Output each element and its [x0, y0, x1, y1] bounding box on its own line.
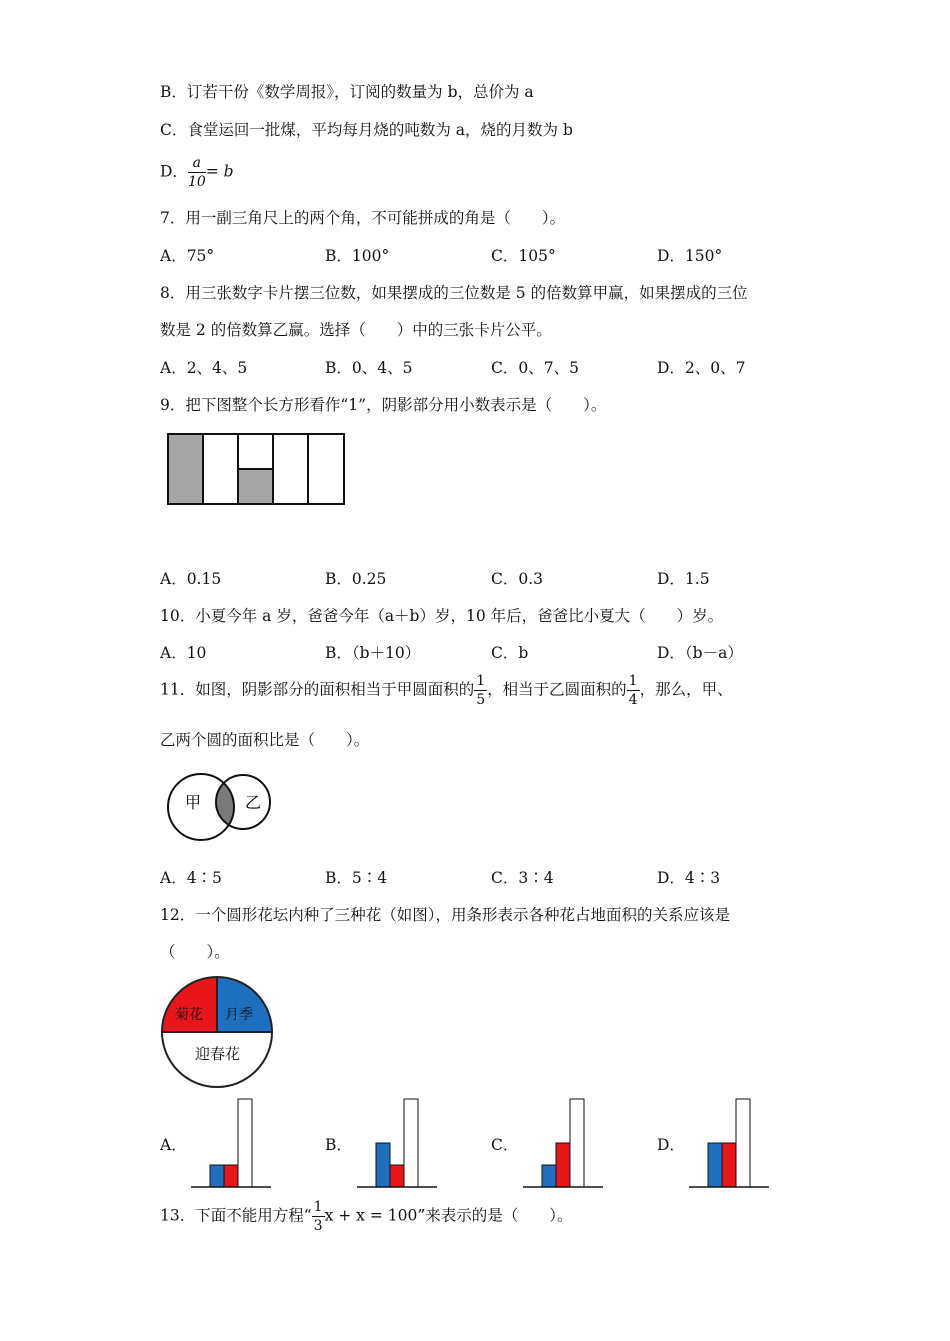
- q12-bar-white: [736, 1099, 750, 1187]
- q12-stem-line2: （ ）。: [160, 943, 230, 961]
- q11-circles-figure: [166, 772, 276, 844]
- q12-option-b-label: B．: [325, 1136, 352, 1154]
- fraction-numerator: 1: [476, 673, 486, 689]
- q6-option-d-fraction: [188, 156, 206, 189]
- q9-stem: 9．把下图整个长方形看作“1”，阴影部分用小数表示是（ ）。: [160, 396, 607, 414]
- q8-stem-line2: 数是 2 的倍数算乙赢。选择（ ）中的三张卡片公平。: [160, 321, 552, 339]
- q8-stem-line1: 8．用三张数字卡片摆三位数，如果摆成的三位数是 5 的倍数算甲赢，如果摆成的三位: [160, 284, 748, 302]
- q10-option-c: C．b: [491, 644, 529, 662]
- q6-option-d-label: D．: [160, 162, 188, 181]
- q6-option-d: [160, 156, 234, 189]
- q11-stem-part2: ，相当于乙圆面积的: [487, 680, 627, 699]
- q12-bar-blue: [542, 1165, 556, 1187]
- q12-bar-chart-c: [523, 1096, 605, 1191]
- q11-stem-line1: [160, 674, 733, 707]
- fraction-denominator: 4: [628, 692, 638, 708]
- q12-pie-figure: [161, 975, 275, 1089]
- q12-bar-white: [238, 1099, 252, 1187]
- q9-shaded-half-cell: [238, 469, 273, 504]
- q13-stem-part2: ”来表示的是（ ）。: [417, 1206, 573, 1225]
- q12-pie-label-yingchunhua: 迎春花: [195, 1045, 241, 1063]
- q11-fraction-1: [474, 674, 487, 707]
- q10-option-d: D．（b－a）: [657, 644, 743, 662]
- q12-bar-red: [390, 1165, 404, 1187]
- q11-option-d: D．4∶3: [657, 869, 721, 887]
- q7-stem: 7．用一副三角尺上的两个角，不可能拼成的角是（ ）。: [160, 209, 566, 227]
- q8-option-d: D．2、0、7: [657, 359, 746, 377]
- q7-option-c: C．105°: [491, 247, 556, 265]
- q11-stem-line2: 乙两个圆的面积比是（ ）。: [160, 731, 370, 749]
- q7-option-a: A．75°: [160, 247, 215, 265]
- q6-option-d-rest: = b: [205, 162, 234, 181]
- fraction-denominator: 10: [187, 174, 206, 190]
- q12-option-d-label: D．: [657, 1136, 685, 1154]
- q12-bar-red: [722, 1143, 736, 1187]
- q12-bar-white: [404, 1099, 418, 1187]
- q12-bar-chart-a: [191, 1096, 273, 1191]
- q12-pie-label-juhua: 菊花: [175, 1007, 203, 1023]
- q9-shaded-column: [168, 434, 203, 504]
- fraction-numerator: 1: [628, 673, 638, 689]
- q9-option-c: C．0.3: [491, 570, 544, 588]
- q10-stem: 10．小夏今年 a 岁，爸爸今年（a＋b）岁，10 年后，爸爸比小夏大（ ）岁。: [160, 607, 724, 625]
- q12-bar-chart-b: [357, 1096, 439, 1191]
- q9-option-b: B．0.25: [325, 570, 387, 588]
- q11-fraction-2: [627, 674, 640, 707]
- q11-circle-jia-label: 甲: [185, 793, 202, 812]
- fraction-numerator: a: [188, 156, 206, 173]
- q13-stem: [160, 1200, 573, 1233]
- fraction-denominator: 3: [313, 1218, 323, 1234]
- fraction-numerator: 1: [313, 1199, 323, 1215]
- q7-option-d: D．150°: [657, 247, 723, 265]
- q9-option-d: D．1.5: [657, 570, 710, 588]
- q12-stem-line1: 12．一个圆形花坛内种了三种花（如图），用条形表示各种花占地面积的关系应该是: [160, 906, 730, 924]
- q12-option-a-label: A．: [160, 1136, 187, 1154]
- q10-option-a: A．10: [160, 644, 207, 662]
- q8-option-b: B．0、4、5: [325, 359, 413, 377]
- q13-equation: x + x = 100: [324, 1206, 418, 1225]
- q11-stem-part3: ，那么，甲、: [639, 680, 733, 699]
- q11-stem-part1: 11．如图，阴影部分的面积相当于甲圆面积的: [160, 680, 475, 699]
- q13-stem-part1: 13．下面不能用方程“: [160, 1206, 312, 1225]
- q6-option-b: B．订若干份《数学周报》，订阅的数量为 b，总价为 a: [160, 83, 534, 101]
- q9-option-a: A．0.15: [160, 570, 222, 588]
- q11-circle-yi-label: 乙: [245, 793, 262, 812]
- q7-option-b: B．100°: [325, 247, 390, 265]
- q12-bar-chart-d: [689, 1096, 771, 1191]
- q12-option-c-label: C．: [491, 1136, 519, 1154]
- q13-fraction: [312, 1200, 325, 1233]
- fraction-denominator: 5: [476, 692, 486, 708]
- q12-bar-blue: [376, 1143, 390, 1187]
- q8-option-a: A．2、4、5: [160, 359, 248, 377]
- q11-option-b: B．5∶4: [325, 869, 388, 887]
- q12-bar-white: [570, 1099, 584, 1187]
- q12-pie-label-yueji: 月季: [225, 1007, 253, 1023]
- q12-bar-red: [224, 1165, 238, 1187]
- q8-option-c: C．0、7、5: [491, 359, 579, 377]
- q12-bar-blue: [708, 1143, 722, 1187]
- q11-option-a: A．4∶5: [160, 869, 222, 887]
- q11-option-c: C．3∶4: [491, 869, 554, 887]
- q6-option-c: C．食堂运回一批煤，平均每月烧的吨数为 a，烧的月数为 b: [160, 121, 573, 139]
- q9-rectangle-figure: [167, 433, 347, 505]
- q12-bar-red: [556, 1143, 570, 1187]
- q12-bar-blue: [210, 1165, 224, 1187]
- q10-option-b: B．（b＋10）: [325, 644, 421, 662]
